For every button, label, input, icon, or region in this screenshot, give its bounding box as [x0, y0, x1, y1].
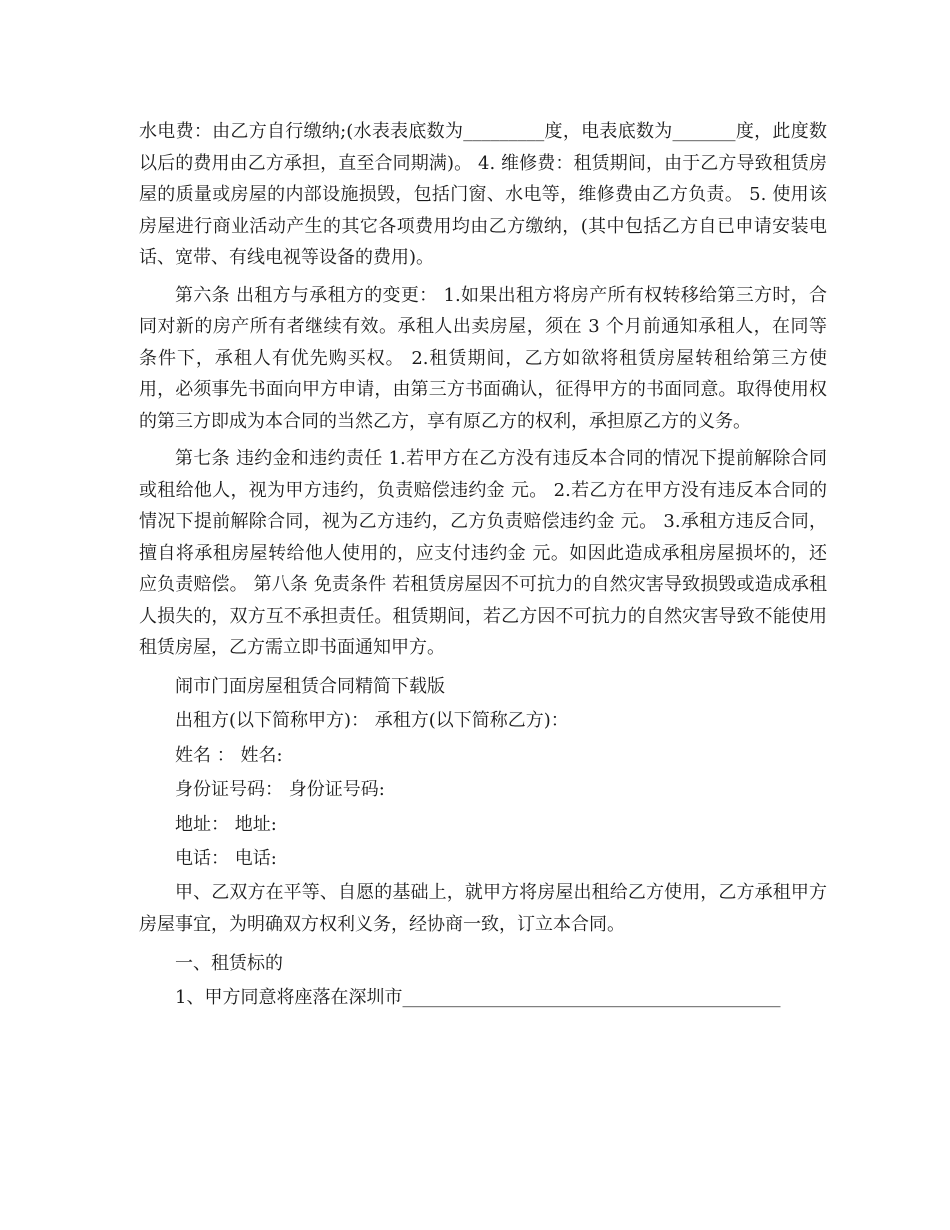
paragraph-article-6: 第六条 出租方与承租方的变更： 1.如果出租方将房产所有权转移给第三方时，合同对新的房产所有者继续有效。承租人出卖房屋，须在 3 个月前通知承租人，在同等条件下，承租人有优先购买权。 2.租赁期间，乙方如欲将租赁房屋转租给第三方使用，必须事先书面向甲方申请，由第三方书面确认，征得甲方的书面同意。取得使用权的第三方即成为本合同的当然乙方，享有原乙方的权利，承担原乙方的义务。: [139, 284, 827, 432]
phone-line: 电话： 电话:: [175, 848, 277, 870]
name-line: 姓名 ： 姓名:: [175, 744, 283, 766]
paragraph-article-7: 第七条 违约金和违约责任 1.若甲方在乙方没有违反本合同的情况下提前解除合同或租给他人，视为甲方违约，负责赔偿违约金 元。 2.若乙方在甲方没有违反本合同的情况下提前解除合同，视为乙方违约，乙方负责赔偿违约金 元。 3.承租方违反合同，擅自将承租房屋转给他人使用的，应支付违约金 元。如因此造成承租房屋损坏的，还应负责赔偿。 第八条 免责条件 若租赁房屋因不可抗力的自然灾害导致损毁或造成承租人损失的，双方互不承担责任。租赁期间，若乙方因不可抗力的自然灾害导致不能使用租赁房屋，乙方需立即书面通知甲方。: [139, 448, 827, 658]
paragraph-fees: 水电费：由乙方自行缴纳;(水表表底数为_________度，电表底数为_______度，此度数以后的费用由乙方承担，直至合同期满)。 4. 维修费：租赁期间，由于乙方导致租赁房屋的质量或房屋的内部设施损毁，包括门窗、水电等，维修费由乙方负责。 5. 使用该房屋进行商业活动产生的其它各项费用均由乙方缴纳，(其中包括乙方自已申请安装电话、宽带、有线电视等设备的费用)。: [139, 121, 827, 268]
intro-paragraph: 甲、乙双方在平等、自愿的基础上，就甲方将房屋出租给乙方使用，乙方承租甲方房屋事宜，为明确双方权利义务，经协商一致，订立本合同。: [139, 882, 827, 935]
section-heading: 一、租赁标的: [175, 953, 283, 975]
clause-1-line: 1、甲方同意将座落在深圳市__________________________________________: [175, 987, 781, 1009]
document-body: [139, 116, 827, 1016]
contract-title: 闹市门面房屋租赁合同精简下载版: [175, 675, 445, 697]
id-number-line: 身份证号码： 身份证号码:: [175, 779, 385, 801]
parties-line: 出租方(以下简称甲方)： 承租方(以下简称乙方)：: [175, 710, 569, 732]
address-line: 地址： 地址:: [175, 813, 277, 835]
